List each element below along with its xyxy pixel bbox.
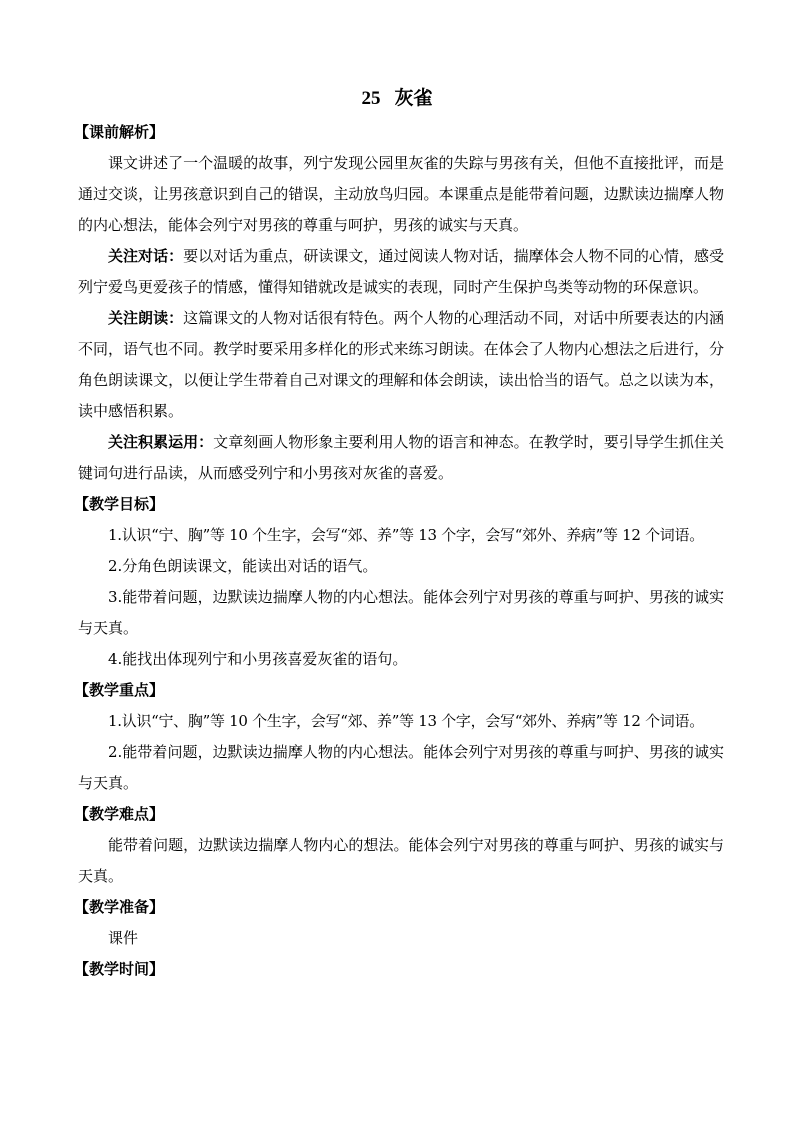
goal-item: 4.能找出体现列宁和小男孩喜爱灰雀的语句。 bbox=[108, 650, 408, 668]
analysis-paragraph-3 bbox=[78, 303, 724, 427]
document-body bbox=[74, 117, 724, 985]
goal-item: 3.能带着问题，边默读边揣摩人物的内心想法。能体会列宁对男孩的尊重与呵护、男孩的诚实与天真。 bbox=[78, 588, 724, 637]
goal-item: 1.认识“宁、胸”等 10 个生字，会写“郊、养”等 13 个字，会写“郊外、养病”等 12 个词语。 bbox=[108, 526, 704, 544]
lead-accumulation: 关注积累运用： bbox=[108, 433, 214, 451]
difficulty-text: 能带着问题，边默读边揣摩人物内心的想法。能体会列宁对男孩的尊重与呵护、男孩的诚实与天真。 bbox=[78, 836, 724, 885]
preparation-text: 课件 bbox=[108, 929, 139, 947]
lead-dialogue: 关注对话： bbox=[108, 247, 184, 265]
page-title bbox=[0, 84, 794, 113]
section-heading-analysis: 【课前解析】 bbox=[74, 123, 165, 141]
section-heading-goals: 【教学目标】 bbox=[74, 495, 165, 513]
keypoint-item: 1.认识“宁、胸”等 10 个生字，会写“郊、养”等 13 个字，会写“郊外、养病”等 12 个词语。 bbox=[108, 712, 704, 730]
section-heading-keypoints: 【教学重点】 bbox=[74, 681, 165, 699]
section-heading-difficulty: 【教学难点】 bbox=[74, 805, 165, 823]
analysis-paragraph-2 bbox=[78, 241, 724, 303]
analysis-paragraph-1: 课文讲述了一个温暖的故事，列宁发现公园里灰雀的失踪与男孩有关，但他不直接批评，而是通过交谈，让男孩意识到自己的错误，主动放鸟归园。本课重点是能带着问题，边默读边揣摩人物的内心想法，能体会列宁对男孩的尊重与呵护，男孩的诚实与天真。 bbox=[78, 154, 724, 234]
analysis-paragraph-3-text: 这篇课文的人物对话很有特色。两个人物的心理活动不同，对话中所要表达的内涵不同，语气也不同。教学时要采用多样化的形式来练习朗读。在体会了人物内心想法之后进行，分角色朗读课文，以便让学生带着自己对课文的理解和体会朗读，读出恰当的语气。总之以读为本，读中感悟积累。 bbox=[78, 309, 724, 420]
keypoint-item: 2.能带着问题，边默读边揣摩人物的内心想法。能体会列宁对男孩的尊重与呵护、男孩的诚实与天真。 bbox=[78, 743, 724, 792]
analysis-paragraph-2-text: 要以对话为重点，研读课文，通过阅读人物对话，揣摩体会人物不同的心情，感受列宁爱鸟更爱孩子的情感，懂得知错就改是诚实的表现，同时产生保护鸟类等动物的环保意识。 bbox=[78, 247, 724, 296]
section-heading-preparation: 【教学准备】 bbox=[74, 898, 165, 916]
goal-item: 2.分角色朗读课文，能读出对话的语气。 bbox=[108, 557, 378, 575]
lesson-number: 25 bbox=[361, 88, 381, 109]
lead-reading: 关注朗读： bbox=[108, 309, 184, 327]
analysis-paragraph-4 bbox=[78, 427, 724, 489]
section-heading-time: 【教学时间】 bbox=[74, 960, 165, 978]
lesson-title: 灰雀 bbox=[394, 87, 433, 109]
analysis-paragraph-4-text: 文章刻画人物形象主要利用人物的语言和神态。在教学时，要引导学生抓住关键词句进行品读，从而感受列宁和小男孩对灰雀的喜爱。 bbox=[78, 433, 724, 482]
